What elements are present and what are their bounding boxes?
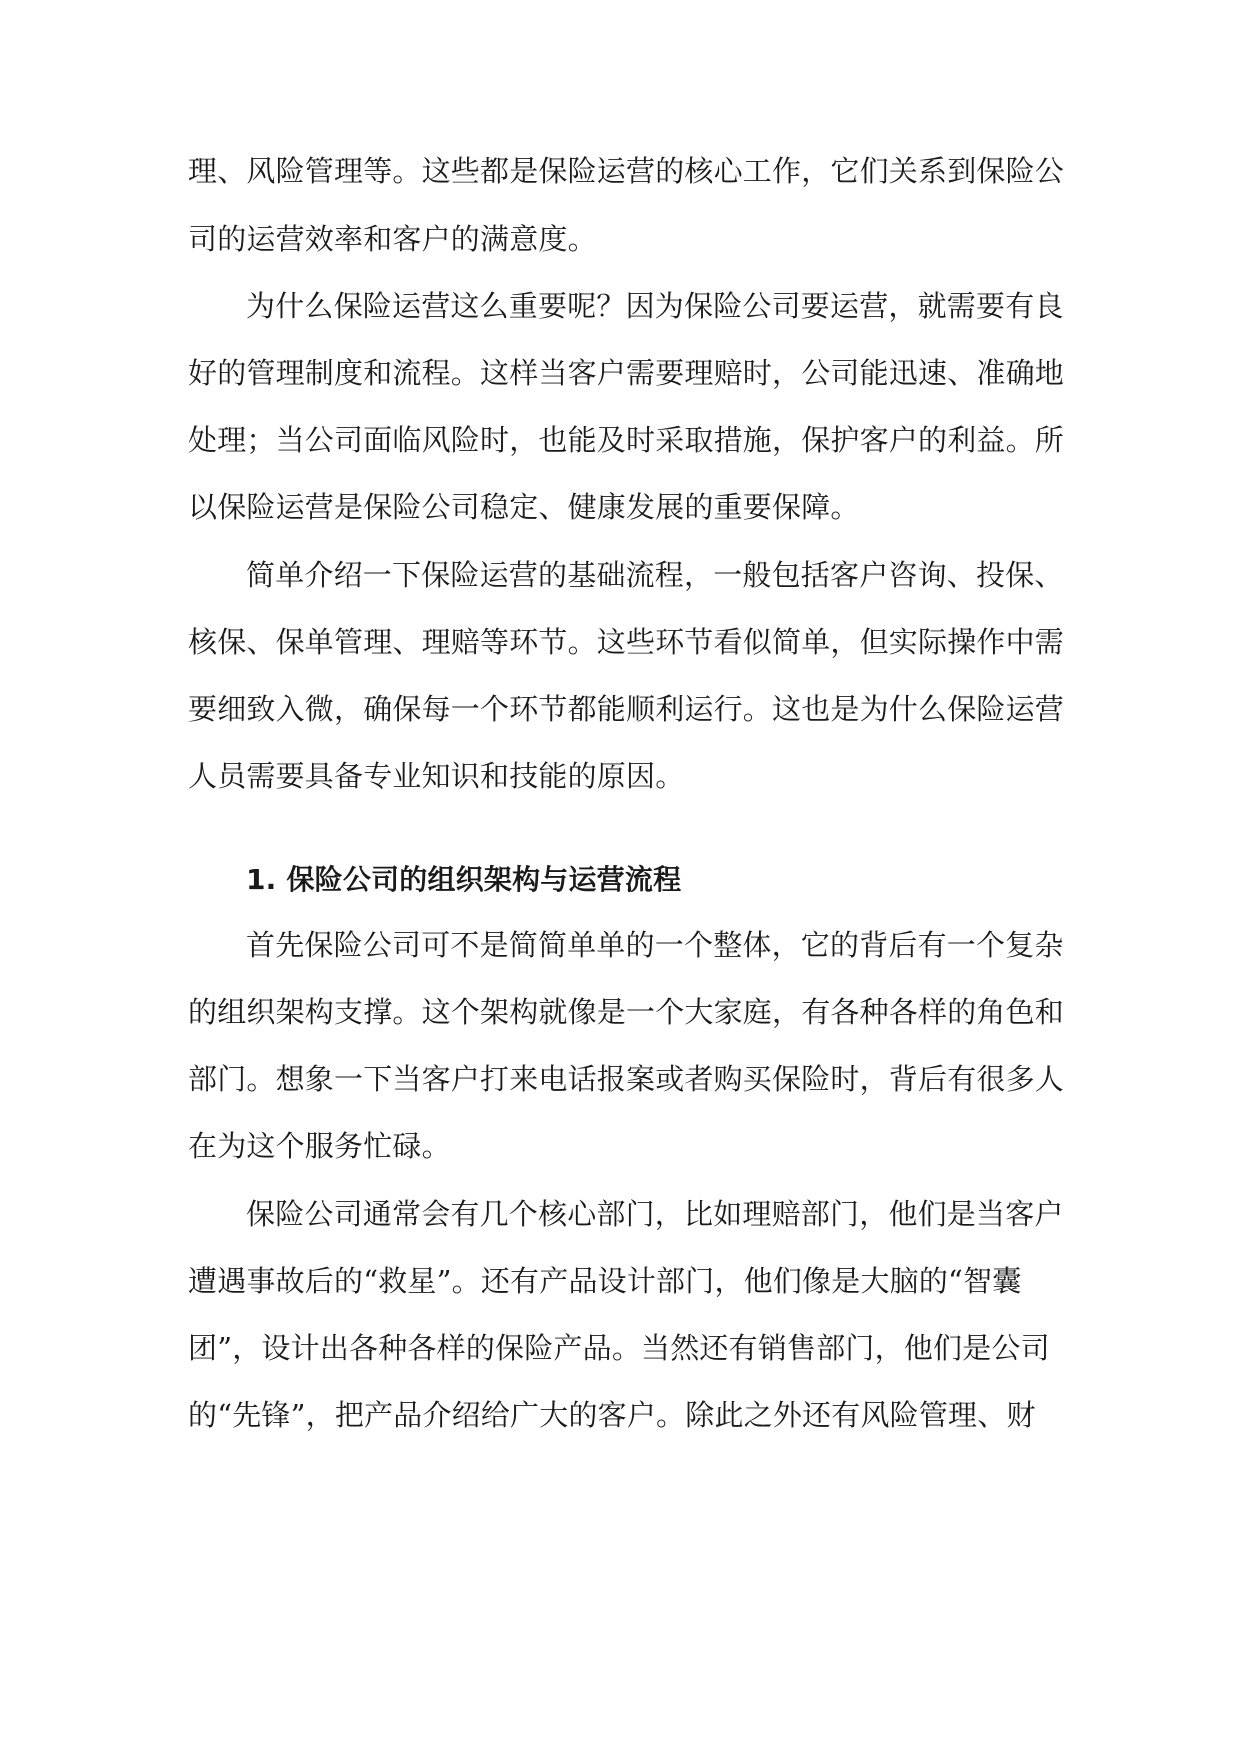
- paragraph-line: 要细致入微，确保每一个环节都能顺利运行。这也是为什么保险运营: [188, 692, 1065, 726]
- paragraph-line: 保险公司通常会有几个核心部门，比如理赔部门，他们是当客户: [246, 1197, 1064, 1231]
- section-heading: 1. 保险公司的组织架构与运营流程: [246, 863, 682, 896]
- paragraph-line: 的“先锋”，把产品介绍给广大的客户。除此之外还有风险管理、财: [188, 1398, 1036, 1432]
- paragraph-line: 的组织架构支撑。这个架构就像是一个大家庭，有各种各样的角色和: [188, 995, 1065, 1029]
- paragraph-line: 部门。想象一下当客户打来电话报案或者购买保险时，背后有很多人: [188, 1062, 1065, 1096]
- paragraph-line: 为什么保险运营这么重要呢？因为保险公司要运营，就需要有良: [246, 289, 1064, 323]
- paragraph-line: 团”，设计出各种各样的保险产品。当然还有销售部门，他们是公司: [188, 1331, 1050, 1365]
- paragraph-line: 司的运营效率和客户的满意度。: [188, 222, 597, 256]
- paragraph-line: 遭遇事故后的“救星”。还有产品设计部门，他们像是大脑的“智囊: [188, 1264, 1022, 1298]
- paragraph-line: 在为这个服务忙碌。: [188, 1129, 451, 1163]
- paragraph-line: 简单介绍一下保险运营的基础流程，一般包括客户咨询、投保、: [246, 558, 1064, 592]
- paragraph-line: 首先保险公司可不是简简单单的一个整体，它的背后有一个复杂: [246, 928, 1064, 962]
- paragraph-line: 理、风险管理等。这些都是保险运营的核心工作，它们关系到保险公: [188, 154, 1065, 188]
- paragraph-line: 处理；当公司面临风险时，也能及时采取措施，保护客户的利益。所: [188, 423, 1065, 457]
- paragraph-line: 好的管理制度和流程。这样当客户需要理赔时，公司能迅速、准确地: [188, 356, 1065, 390]
- paragraph-line: 以保险运营是保险公司稳定、健康发展的重要保障。: [188, 490, 860, 524]
- paragraph-line: 人员需要具备专业知识和技能的原因。: [188, 759, 685, 793]
- paragraph-line: 核保、保单管理、理赔等环节。这些环节看似简单，但实际操作中需: [188, 625, 1065, 659]
